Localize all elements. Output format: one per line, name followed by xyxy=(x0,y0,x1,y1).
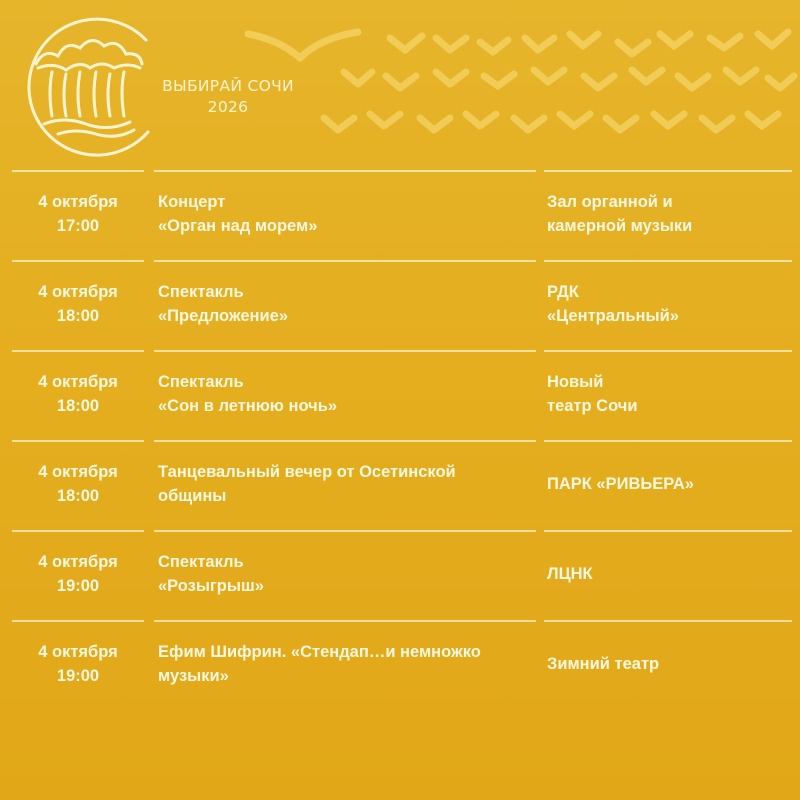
row-divider xyxy=(544,170,792,172)
schedule-row xyxy=(0,530,800,620)
event-datetime xyxy=(18,190,138,238)
event-date: 4 октября xyxy=(38,463,118,481)
event-title xyxy=(158,190,530,238)
event-title-line: «Сон в летнюю ночь» xyxy=(158,397,338,415)
venue-line: Новый xyxy=(547,373,604,391)
event-time: 18:00 xyxy=(56,307,100,325)
event-datetime xyxy=(18,550,138,598)
event-date: 4 октября xyxy=(38,643,118,661)
event-title-line: «Орган над морем» xyxy=(158,217,318,235)
event-title-line: Спектакль xyxy=(158,373,244,391)
row-divider xyxy=(12,260,144,262)
venue-line: Зимний театр xyxy=(547,655,660,673)
event-title xyxy=(158,370,530,418)
row-divider xyxy=(154,530,536,532)
event-time: 19:00 xyxy=(56,667,100,685)
row-divider xyxy=(544,350,792,352)
event-date: 4 октября xyxy=(38,553,118,571)
event-venue xyxy=(547,190,792,238)
event-datetime xyxy=(18,370,138,418)
venue-line: камерной музыки xyxy=(547,217,693,235)
event-title xyxy=(158,640,530,688)
schedule-row xyxy=(0,440,800,530)
schedule-row xyxy=(0,620,800,710)
event-datetime xyxy=(18,460,138,508)
row-divider xyxy=(12,350,144,352)
row-divider xyxy=(544,260,792,262)
row-divider xyxy=(154,620,536,622)
event-title xyxy=(158,280,530,328)
row-divider xyxy=(12,170,144,172)
schedule-row xyxy=(0,260,800,350)
event-datetime xyxy=(18,280,138,328)
event-date: 4 октября xyxy=(38,193,118,211)
venue-line: РДК xyxy=(547,283,579,301)
birds-decoration xyxy=(240,18,800,148)
event-time: 17:00 xyxy=(56,217,100,235)
row-divider xyxy=(154,350,536,352)
schedule-row xyxy=(0,350,800,440)
brand-line-2: 2026 xyxy=(207,98,249,116)
event-title-line: «Предложение» xyxy=(158,307,289,325)
event-title-line: общины xyxy=(158,487,227,505)
event-title-line: Спектакль xyxy=(158,553,244,571)
event-date: 4 октября xyxy=(38,373,118,391)
brand-line-1: ВЫБИРАЙ СОЧИ xyxy=(162,77,294,95)
event-title-line: «Розыгрыш» xyxy=(158,577,264,595)
event-datetime xyxy=(18,640,138,688)
event-date: 4 октября xyxy=(38,283,118,301)
event-time: 18:00 xyxy=(56,397,100,415)
event-title xyxy=(158,460,530,508)
event-venue xyxy=(547,652,792,676)
venue-line: ПАРК «РИВЬЕРА» xyxy=(547,475,694,493)
event-title-line: Танцевальный вечер от Осетинской xyxy=(158,463,456,481)
venue-line: театр Сочи xyxy=(547,397,638,415)
row-divider xyxy=(12,620,144,622)
event-title xyxy=(158,550,530,598)
event-venue xyxy=(547,472,792,496)
schedule-row xyxy=(0,170,800,260)
event-title-line: музыки» xyxy=(158,667,229,685)
event-title-line: Концерт xyxy=(158,193,226,211)
sochi-logo xyxy=(14,12,164,162)
event-venue xyxy=(547,562,792,586)
event-time: 19:00 xyxy=(56,577,100,595)
row-divider xyxy=(12,440,144,442)
row-divider xyxy=(154,440,536,442)
row-divider xyxy=(544,440,792,442)
row-divider xyxy=(544,530,792,532)
venue-line: «Центральный» xyxy=(547,307,679,325)
event-venue xyxy=(547,280,792,328)
venue-line: ЛЦНК xyxy=(547,565,593,583)
row-divider xyxy=(12,530,144,532)
venue-line: Зал органной и xyxy=(547,193,673,211)
row-divider xyxy=(154,260,536,262)
row-divider xyxy=(154,170,536,172)
event-title-line: Спектакль xyxy=(158,283,244,301)
event-venue xyxy=(547,370,792,418)
event-title-line: Ефим Шифрин. «Стендап…и немножко xyxy=(158,643,481,661)
event-time: 18:00 xyxy=(56,487,100,505)
row-divider xyxy=(544,620,792,622)
